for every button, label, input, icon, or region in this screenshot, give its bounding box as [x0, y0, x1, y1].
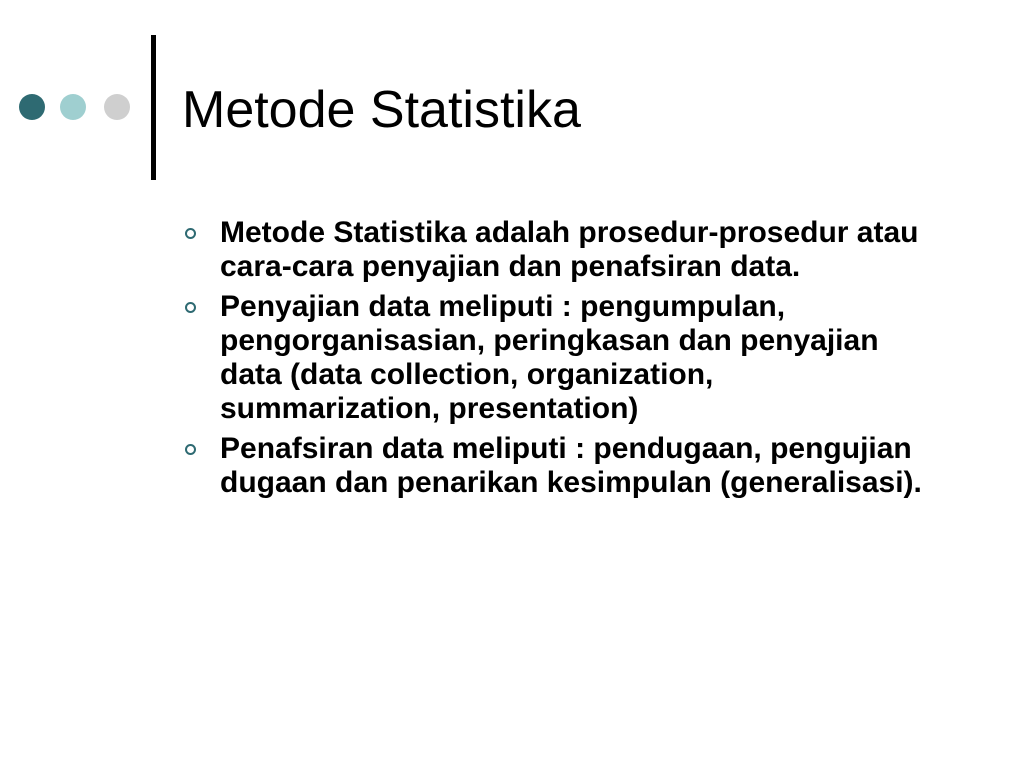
bullet-list — [183, 216, 933, 506]
bullet-item — [183, 216, 933, 284]
slide-title: Metode Statistika — [182, 81, 581, 139]
bullet-item — [183, 290, 933, 426]
bullet-text: Penafsiran data meliputi : pendugaan, pengujian dugaan dan penarikan kesimpulan (generalisasi). — [220, 432, 922, 499]
bullet-item — [183, 432, 933, 500]
bullet-circle-icon — [185, 444, 196, 455]
bullet-circle-icon — [185, 228, 196, 239]
decor-dot-light — [60, 94, 86, 120]
decor-dot-gray — [104, 94, 130, 120]
decor-dot-dark — [19, 94, 45, 120]
bullet-text: Metode Statistika adalah prosedur-prosedur atau cara-cara penyajian dan penafsiran data. — [220, 216, 919, 283]
bullet-text: Penyajian data meliputi : pengumpulan, pengorganisasian, peringkasan dan penyajian data (data collection, organization, summarization, presentation) — [220, 290, 879, 425]
title-divider — [151, 35, 156, 180]
bullet-circle-icon — [185, 302, 196, 313]
